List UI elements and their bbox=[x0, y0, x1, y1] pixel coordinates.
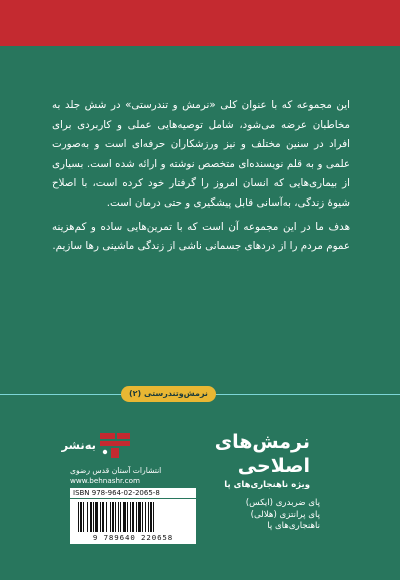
barcode bbox=[70, 499, 196, 544]
book-subtitle: ویژه ناهنجاری‌های پا bbox=[224, 480, 310, 490]
series-bar bbox=[0, 386, 400, 404]
series-tag: نرمش‌وتندرستی (۲) bbox=[121, 386, 216, 402]
related-title: پای ضربدری (ایکس) bbox=[245, 498, 320, 508]
behnashr-logo-icon bbox=[97, 430, 133, 460]
related-title: ناهنجاری‌های پا bbox=[267, 521, 320, 531]
publisher-logo bbox=[61, 430, 170, 460]
related-title: پای پرانتزی (هلالی) bbox=[250, 509, 320, 520]
related-titles-list bbox=[190, 498, 320, 533]
book-title: نرمش‌های اصلاحی bbox=[214, 431, 310, 477]
publisher-url: www.behnashr.com bbox=[70, 476, 140, 485]
blurb-text bbox=[52, 96, 350, 257]
isbn-label: ISBN 978-964-02-2065-8 bbox=[70, 488, 196, 498]
publisher-name: انتشارات آستان قدس رضوی bbox=[70, 466, 162, 475]
barcode-digits: 9 789640 220658 bbox=[92, 533, 174, 542]
title-block bbox=[190, 430, 310, 491]
top-red-band bbox=[0, 0, 400, 46]
publisher-logo-text: به‌نشر bbox=[61, 438, 96, 452]
barcode-bars bbox=[78, 502, 188, 532]
blurb-paragraph-1: این مجموعه که با عنوان کلی «نرمش و تندرستی» در شش جلد به مخاطبان عرضه می‌شود، شامل توصیه‌هایی عملی و کاربردی برای افراد در سنین مختلف و نیز ورزشکاران حرفه‌ای است و به‌صورت علمی و به قلم نویسنده‌ای متخصص نوشته و ارائه شده است. بسیاری از بیماری‌هایی که انسان امروز را گرفتار خود کرده است، با اصلاح شیوهٔ زندگی، به‌آسانی قابل پیشگیری و حتی درمان است. bbox=[52, 99, 350, 209]
blurb-paragraph-2: هدف ما در این مجموعه آن است که با تمرین‌هایی ساده و کم‌هزینه عموم مردم را از دردهای جسمانی ناشی از زندگی ماشینی رها سازیم. bbox=[52, 220, 350, 253]
